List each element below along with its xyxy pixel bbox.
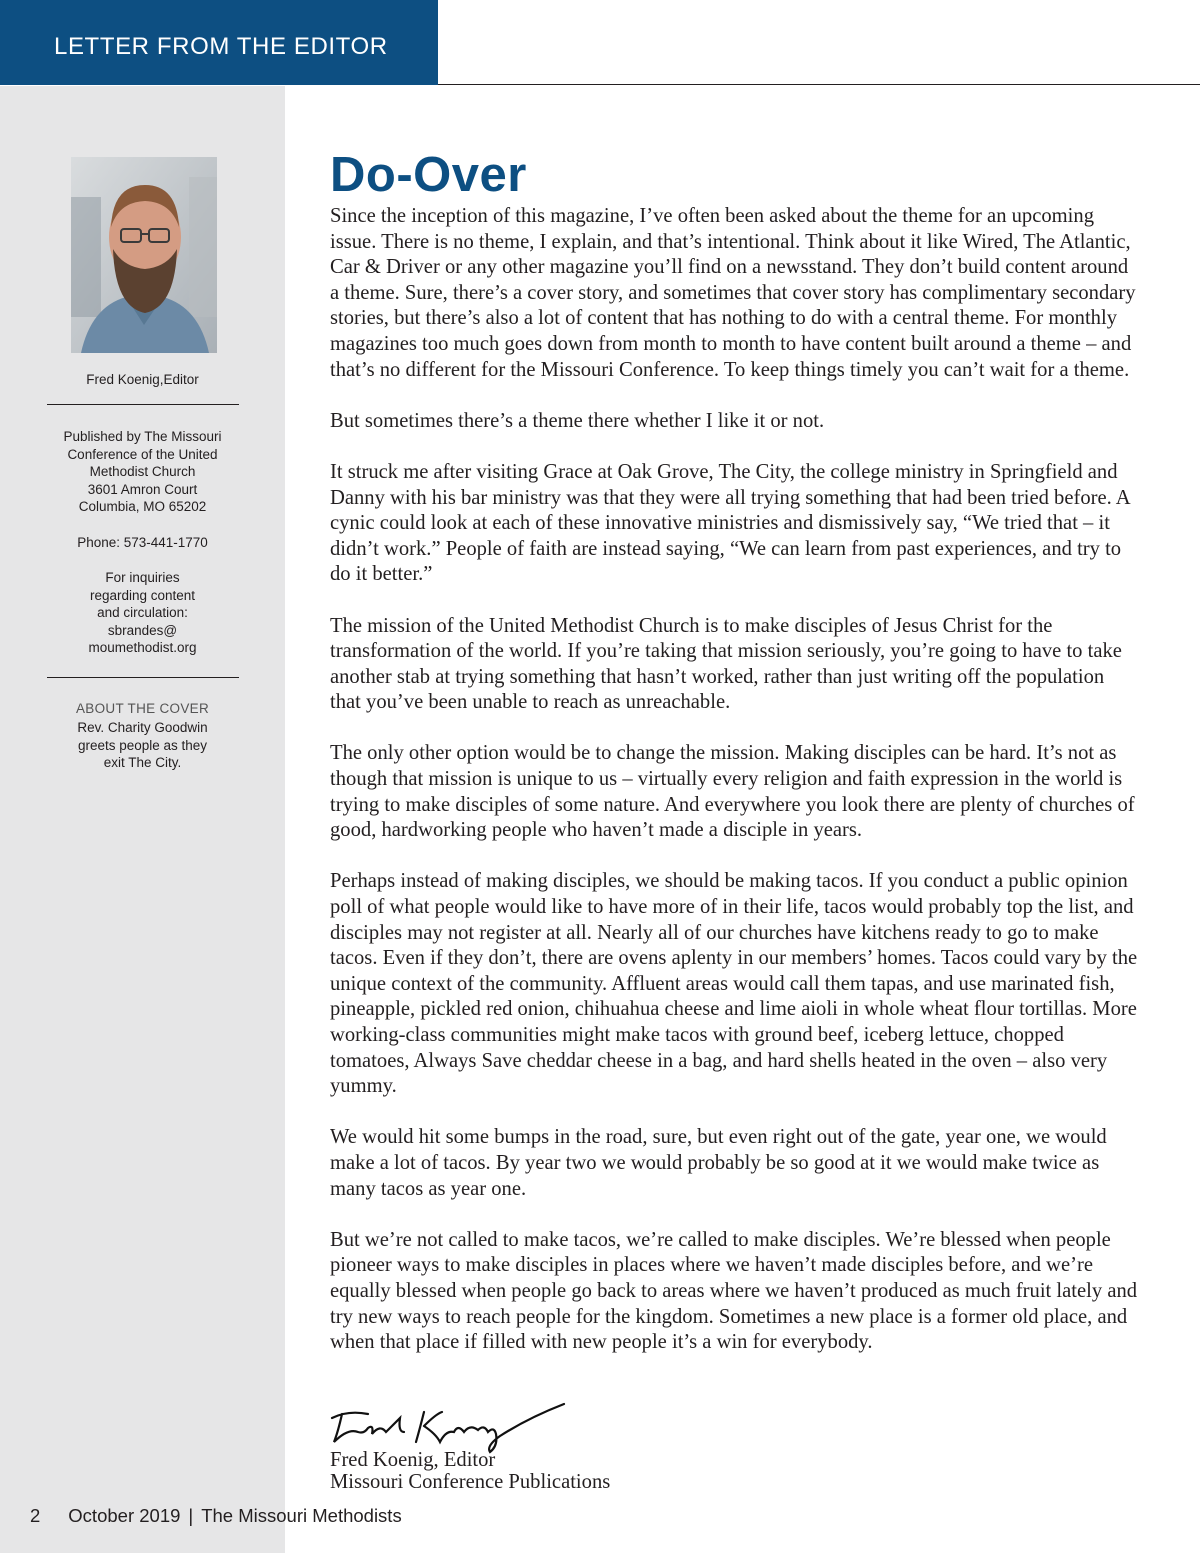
signature-name: Fred Koenig, Editor (330, 1449, 496, 1471)
section-header-bar (0, 0, 438, 85)
cover-line: exit The City. (103, 755, 182, 771)
inquiry-line: and circulation: (97, 605, 188, 621)
article-paragraph: It struck me after visiting Grace at Oak Grove, The City, the college ministry in Springfield and Danny with his bar ministry was that they were all trying something that had been tried before. A cynic could look at each of these innovative ministries and dismissively say, “We tried that – it didn’t work.” People of faith are instead saying, “We can learn from past experiences, and try to do it better.” (330, 460, 1130, 586)
page-footer (30, 1505, 402, 1527)
about-cover-label: ABOUT THE COVER (75, 701, 210, 716)
article-paragraph: We would hit some bumps in the road, sure, but even right out of the gate, year one, we would make a lot of tacos. By year two we would probably be so good at it we would make twice as many tacos as year one. (330, 1126, 1107, 1200)
cover-line: Rev. Charity Goodwin (77, 720, 208, 735)
header-rule (438, 84, 1200, 85)
inquiry-info (40, 569, 245, 657)
article-paragraph: Since the inception of this magazine, I’ve often been asked about the theme for an upcoming issue. There is no theme, I explain, and that’s intentional. Think about it like Wired, The Atlantic, Car & Driver or any other magazine you’ll find on a newsstand. They don’t build content around a theme. Sure, there’s a cover story, and sometimes that cover story has complimentary secondary stories, but there’s also a lot of content that has nothing to do with a central theme. For monthly magazines too much goes down from month to month to have content built around a theme – and that’s no different for the Missouri Conference. To keep things timely you can’t wait for a theme. (330, 205, 1136, 381)
issue-date: October 2019 (68, 1505, 181, 1526)
inquiry-line: regarding content (89, 587, 196, 603)
phone-number: Phone: 573-441-1770 (77, 535, 208, 550)
article-paragraph: But sometimes there’s a theme there whether I like it or not. (330, 409, 825, 432)
editor-portrait-image (71, 157, 217, 353)
sidebar-divider (47, 677, 239, 678)
publication-name: The Missouri Methodists (201, 1505, 402, 1526)
editor-photo (71, 157, 217, 353)
cover-line: greets people as they (77, 737, 208, 753)
signature-organization: Missouri Conference Publications (330, 1471, 611, 1493)
photo-caption: Fred Koenig,Editor (86, 372, 199, 387)
article-paragraph: Perhaps instead of making disciples, we should be making tacos. If you conduct a public opinion poll of what people would like to have more of in their life, tacos would probably top the list, and disciples may not register at all. Nearly all of our churches have kitchens ready to go to make tacos. Even if they don’t, there are ovens aplenty in our members’ homes. Tacos could vary by the unique context of the community. Affluent areas would call them tapas, and use marinated fish, pineapple, pickled red onion, chihuahua cheese and lime aioli in whole wheat flour tortillas. More working-class communities might make tacos with ground beef, iceberg lettuce, chopped tomatoes, Always Save cheddar cheese in a bag, and hard shells heated in the oven – also very yummy. (330, 870, 1138, 1098)
handwritten-signature (328, 1402, 568, 1454)
page-number: 2 (30, 1505, 41, 1526)
article-headline: Do-Over (330, 148, 527, 202)
publisher-line: Methodist Church (89, 464, 196, 480)
publisher-info (40, 428, 245, 516)
article-paragraph: The only other option would be to change the mission. Making disciples can be hard. It’s not as though that mission is unique to us – virtually every religion and faith expression in the world is trying to make disciples of some nature. And everywhere you look there are plenty of churches of good, hardworking people who haven’t made a disciple in years. (330, 742, 1135, 842)
article-body (330, 204, 1140, 1381)
publisher-line: Conference of the United (67, 446, 218, 462)
inquiry-email-line: moumethodist.org (88, 640, 197, 656)
publisher-line: Published by The Missouri (63, 429, 222, 444)
inquiry-email-line: sbrandes@ (107, 622, 178, 638)
inquiry-line: For inquiries (105, 570, 180, 585)
about-cover-text (40, 719, 245, 772)
section-label: LETTER FROM THE EDITOR (54, 33, 388, 60)
publisher-line: Columbia, MO 65202 (78, 499, 207, 515)
footer-separator: | (188, 1505, 194, 1526)
article-paragraph: The mission of the United Methodist Church is to make disciples of Jesus Christ for the transformation of the world. If you’re taking that mission seriously, you’re going to have to take another stab at trying something that hasn’t worked, rather than just writing off the population that you’ve been unable to reach as unreachable. (330, 614, 1122, 714)
sidebar-divider (47, 404, 239, 405)
publisher-line: 3601 Amron Court (87, 481, 198, 497)
article-paragraph: But we’re not called to make tacos, we’re called to make disciples. We’re blessed when people pioneer ways to make disciples in places where we haven’t made disciples before, and we’re equally blessed when people go back to areas where we haven’t produced as much fruit lately and try new ways to reach people for the kingdom. Sometimes a new place is a former old place, and when that place if filled with new people it’s a win for everybody. (330, 1228, 1138, 1354)
